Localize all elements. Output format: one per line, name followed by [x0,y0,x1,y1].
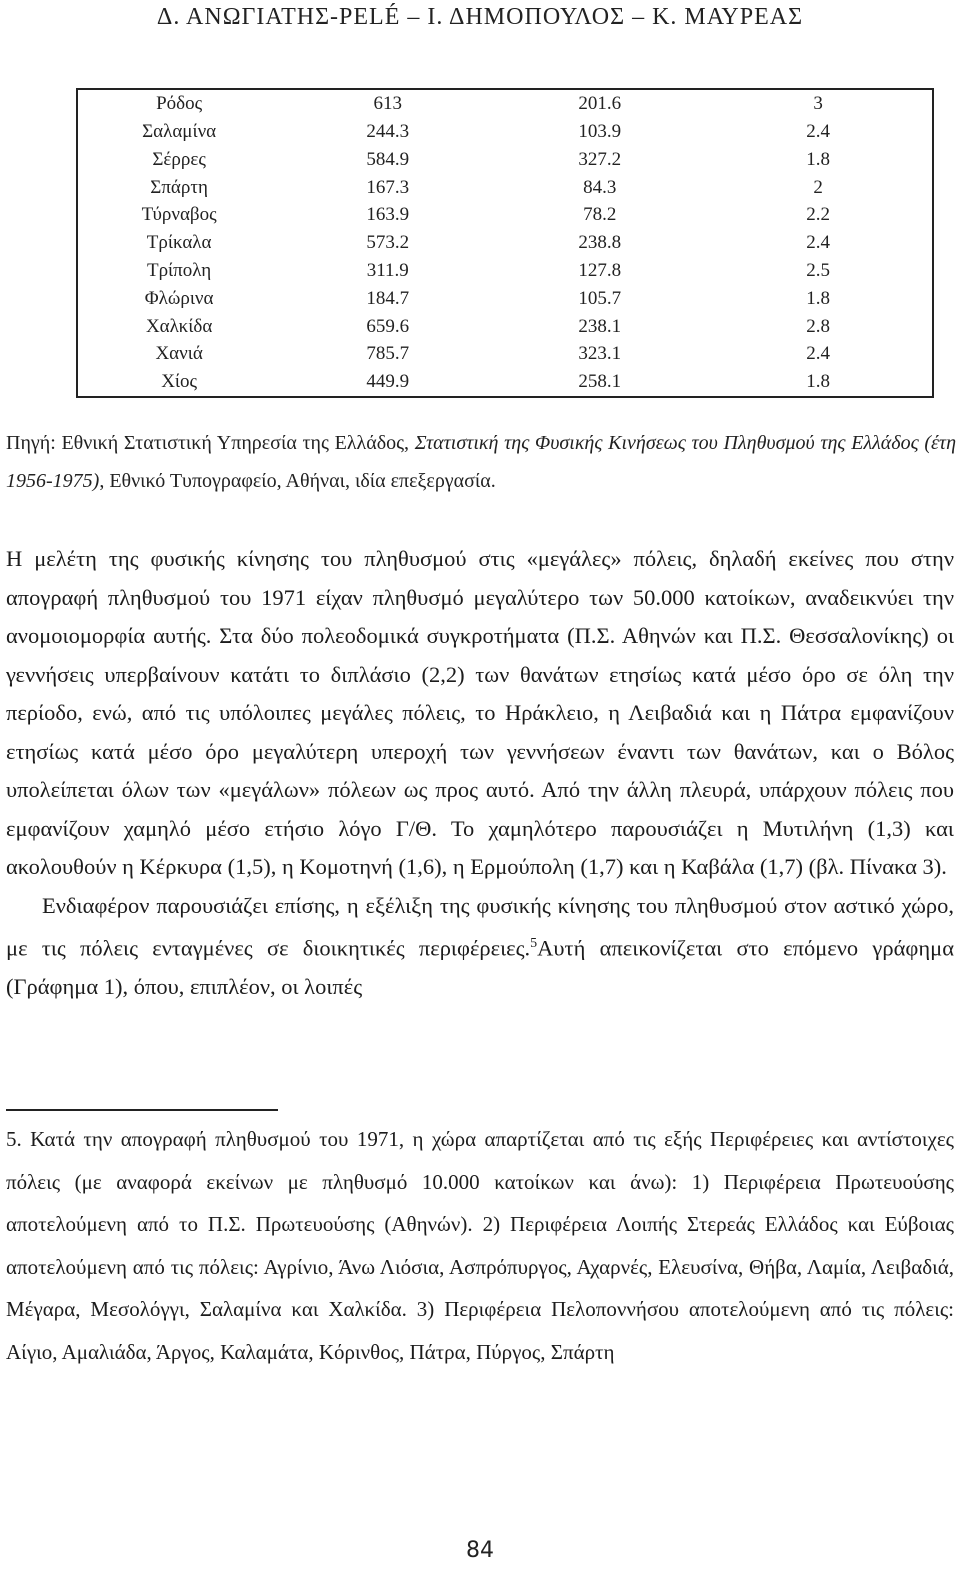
city-cell: Σέρρες [152,148,206,170]
value-cell: 785.7 [366,343,410,365]
value-cell: 613 [373,93,402,115]
table-row [77,340,933,368]
table-row [77,173,933,201]
value-cell: 2.5 [806,260,830,282]
city-cell: Χαλκίδα [145,315,213,337]
value-cell: 103.9 [578,120,622,142]
city-cell: Χίος [161,371,198,393]
value-cell: 1.8 [806,371,830,393]
city-cell: Τύρναβος [141,204,217,226]
city-cell: Ρόδος [156,93,203,115]
value-cell: 1.8 [806,148,830,170]
running-header: Δ. ΑΝΩΓΙΑΤΗΣ-PELÉ – Ι. ΔΗΜΟΠΟΥΛΟΣ – Κ. ΜΑΥΡΕΑΣ [156,4,804,30]
city-cell: Φλώρινα [144,287,214,309]
table-row [77,146,933,174]
city-cell: Τρίπολη [146,260,212,282]
city-cell: Τρίκαλα [146,232,212,254]
city-cell: Χανιά [155,343,203,365]
city-cell: Σαλαμίνα [142,120,217,142]
page-number: 84 [466,1538,494,1563]
value-cell: 238.1 [578,315,622,337]
value-cell: 167.3 [366,176,410,198]
value-cell: 323.1 [578,343,622,365]
footnote-reference: 5 [530,936,538,951]
value-cell: 2.2 [806,204,830,226]
paragraph [6,887,954,1007]
value-cell: 105.7 [578,287,622,309]
table-row [77,229,933,257]
body-text [6,540,954,1007]
table-row [77,285,933,313]
value-cell: 2.4 [806,232,830,254]
value-cell: 2 [813,176,823,198]
value-cell: 78.2 [583,204,617,226]
table-row [77,201,933,229]
value-cell: 2.8 [806,315,830,337]
population-table [76,88,934,398]
value-cell: 1.8 [806,287,830,309]
value-cell: 659.6 [366,315,410,337]
value-cell: 584.9 [366,148,410,170]
value-cell: 238.8 [578,232,622,254]
value-cell: 2.4 [806,120,830,142]
value-cell: 184.7 [366,287,410,309]
value-cell: 127.8 [578,260,622,282]
value-cell: 201.6 [578,93,622,115]
table-row [77,313,933,341]
paragraph-text: Αυτή απεικονίζεται στο επόμενο γράφημα (Γράφημα 1), όπου, επιπλέον, οι λοιπές [6,935,954,999]
footnote-separator [6,1109,278,1111]
value-cell: 84.3 [583,176,617,198]
paragraph: Η μελέτη της φυσικής κίνησης του πληθυσμού στις «μεγάλες» πόλεις, δηλαδή εκείνες που στην απογραφή πληθυσμού του 1971 είχαν πληθυσμό μεγαλύτερο των 50.000 κατοίκων, αναδεικνύει την ανομοιομορφία αυτής. Στα δύο πολεοδομικά συγκροτήματα (Π.Σ. Αθηνών και Π.Σ. Θεσσαλονίκης) οι γεννήσεις υπερβαίνουν κατάτι το διπλάσιο (2,2) των θανάτων ετησίως κατά μέσο όρο σε όλη την περίοδο, ενώ, από τις υπόλοιπες μεγάλες πόλεις, το Ηράκλειο, η Λειβαδιά και η Πάτρα εμφανίζουν ετησίως κατά μέσο όρο μεγαλύτερη υπεροχή των γεννήσεων έναντι των θανάτων, και ο Βόλος υπολείπεται όλων των «μεγάλων» πόλεων ως προς αυτό. Από την άλλη πλευρά, υπάρχουν πόλεις που εμφανίζουν χαμηλό μέσο ετήσιο λόγο Γ/Θ. Το χαμηλότερο παρουσιάζει η Μυτιλήνη (1,3) και ακολουθούν η Κέρκυρα (1,5), η Κομοτηνή (1,6), η Ερμούπολη (1,7) και η Καβάλα (1,7) (βλ. Πίνακα 3). [6,546,954,879]
table-row [77,257,933,285]
table-row [77,368,933,397]
value-cell: 258.1 [578,371,622,393]
table-body [77,89,933,397]
table-row [77,118,933,146]
value-cell: 449.9 [366,371,410,393]
table-row [77,89,933,118]
city-cell: Σπάρτη [150,176,208,198]
value-cell: 327.2 [578,148,622,170]
source-prefix: Πηγή: Εθνική Στατιστική Υπηρεσία της Ελλάδος, [6,432,415,454]
table-source-note [6,424,956,500]
value-cell: 3 [813,93,823,115]
value-cell: 573.2 [366,232,410,254]
paragraph-text: Ενδιαφέρον παρουσιάζει επίσης, η εξέλιξη της φυσικής κίνησης του πληθυσμού στον αστικό χώρο, με τις πόλεις ενταγμένες σε διοικητικές περιφέρειες. [6,892,954,961]
source-suffix: , Εθνικό Τυπογραφείο, Αθήναι, ιδία επεξεργασία. [99,470,496,492]
footnote: 5. Κατά την απογραφή πληθυσμού του 1971, η χώρα απαρτίζεται από τις εξής Περιφέρειες και αντίστοιχες πόλεις (με αναφορά εκείνων με πληθυσμό 10.000 κατοίκων και άνω): 1) Περιφέρεια Πρωτευούσης αποτελούμενη από το Π.Σ. Πρωτευούσης (Αθηνών). 2) Περιφέρεια Λοιπής Στερεάς Ελλάδος και Εύβοιας αποτελούμενη από τις πόλεις: Αγρίνιο, Άνω Λιόσια, Ασπρόπυργος, Αχαρνές, Ελευσίνα, Θήβα, Λαμία, Λειβαδιά, Μέγαρα, Μεσολόγγι, Σαλαμίνα και Χαλκίδα. 3) Περιφέρεια Πελοποννήσου αποτελούμενη από τις πόλεις: Αίγιο, Αμαλιάδα, Άργος, Καλαμάτα, Κόρινθος, Πάτρα, Πύργος, Σπάρτη [6,1127,954,1364]
value-cell: 244.3 [366,120,410,142]
value-cell: 2.4 [806,343,830,365]
source-title: Στατιστική της Φυσικής Κινήσεως του Πληθυσμού της Ελλάδος (έτη 1956-1975) [6,432,956,492]
value-cell: 311.9 [366,260,409,282]
value-cell: 163.9 [366,204,410,226]
